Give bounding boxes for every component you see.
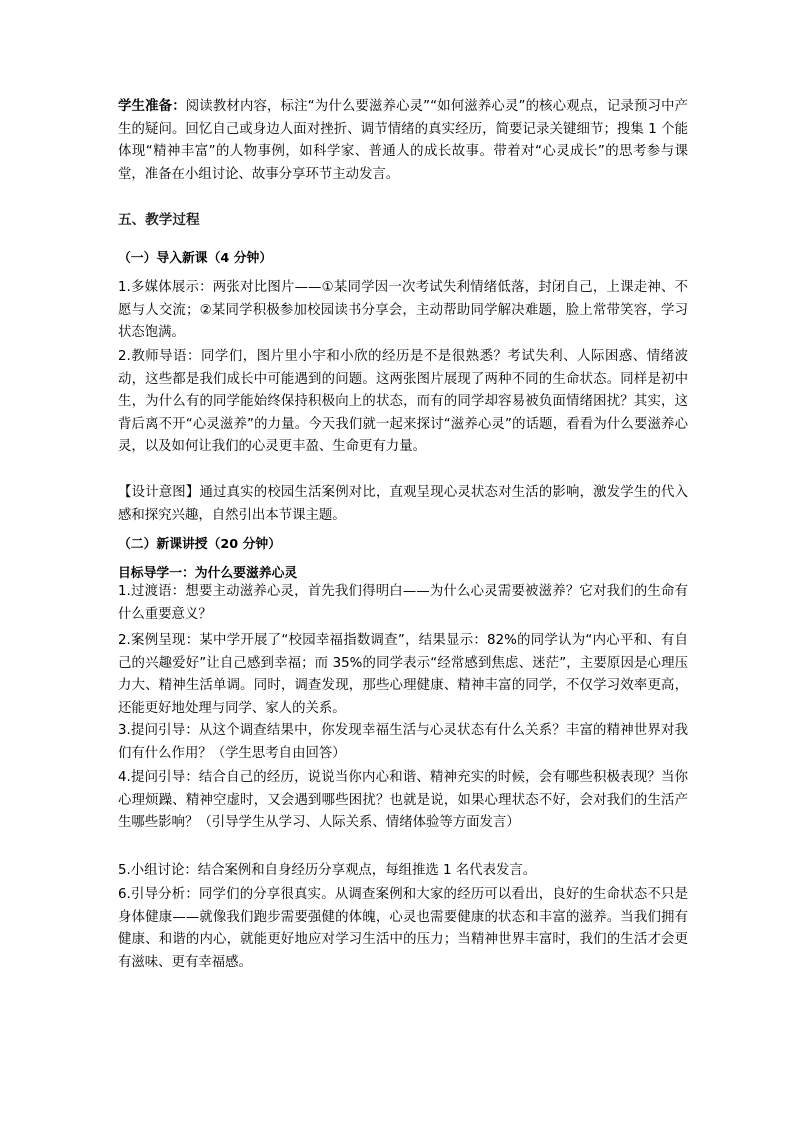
student-preparation-label: 学生准备：: [118, 99, 186, 114]
part1-design-intent: 【设计意图】通过真实的校园生活案例对比，直观呈现心灵状态对生活的影响，激发学生的代入感和探究兴趣，自然引出本节课主题。: [118, 485, 688, 523]
part2-paragraph-4: 4.提问引导：结合自己的经历，说说当你内心和谐、精神充实的时候，会有哪些积极表现？当你心理烦躁、精神空虚时，又会遇到哪些困扰？也就是说，如果心理状态不好，会对我们的生活产生哪些影响？（引导学生从学习、人际关系、情绪体验等方面发言）: [118, 770, 688, 831]
part2-paragraph-2: 2.案例呈现：某中学开展了“校园幸福指数调查”，结果显示：82%的同学认为“内心平和、有自己的兴趣爱好”让自己感到幸福；而 35%的同学表示“经常感到焦虑、迷茫”，主要原因是心理压力大、精神生活单调。同时，调查发现，那些心理健康、精神丰富的同学，不仅学习效率更高，还能更好地处理与同学、家人的关系。: [118, 633, 688, 716]
part1-heading: （一）导入新课（4 分钟）: [118, 251, 273, 266]
part2-paragraph-3: 3.提问引导：从这个调查结果中，你发现幸福生活与心灵状态有什么关系？丰富的精神世界对我们有什么作用？（学生思考自由回答）: [118, 723, 688, 761]
student-preparation-paragraph: [118, 96, 688, 186]
part1-paragraph-1: 1.多媒体展示：两张对比图片——①某同学因一次考试失利情绪低落，封闭自己，上课走神、不愿与人交流；②某同学积极参加校园读书分享会，主动帮助同学解决难题，脸上常带笑容，学习状态饱满。: [118, 280, 688, 341]
part2-heading: （二）新课讲授（20 分钟）: [118, 537, 282, 552]
part2-paragraph-6: 6.引导分析：同学们的分享很真实。从调查案例和大家的经历可以看出，良好的生命状态不只是身体健康——就像我们跑步需要强健的体魄，心灵也需要健康的状态和丰富的滋养。当我们拥有健康、和谐的内心，就能更好地应对学习生活中的压力；当精神世界丰富时，我们的生活才会更有滋味、更有幸福感。: [118, 887, 688, 970]
part2-paragraph-5: 5.小组讨论：结合案例和自身经历分享观点，每组推选 1 名代表发言。: [118, 863, 537, 878]
student-preparation-text: 阅读教材内容，标注“为什么要滋养心灵”“如何滋养心灵”的核心观点，记录预习中产生的疑问。回忆自己或身边人面对挫折、调节情绪的真实经历，简要记录关键细节；搜集 1 个能体现“精神丰富”的人物事例，如科学家、普通人的成长故事。带着对“心灵成长”的思考参与课堂，准备在小组讨论、故事分享环节主动发言。: [118, 99, 689, 182]
part1-paragraph-2: 2.教师导语：同学们，图片里小宇和小欣的经历是不是很熟悉？考试失利、人际困惑、情绪波动，这些都是我们成长中可能遇到的问题。这两张图片展现了两种不同的生命状态。同样是初中生，为什么有的同学能始终保持积极向上的状态，而有的同学却容易被负面情绪困扰？其实，这背后离不开“心灵滋养”的力量。今天我们就一起来探讨“滋养心灵”的话题，看看为什么要滋养心灵，以及如何让我们的心灵更丰盈、生命更有力量。: [118, 349, 688, 455]
part2-paragraph-1: 1.过渡语：想要主动滋养心灵，首先我们得明白——为什么心灵需要被滋养？它对我们的生命有什么重要意义？: [118, 584, 688, 622]
goal-heading: 目标导学一：为什么要滋养心灵: [118, 566, 298, 581]
section-title: 五、教学过程: [118, 212, 200, 228]
